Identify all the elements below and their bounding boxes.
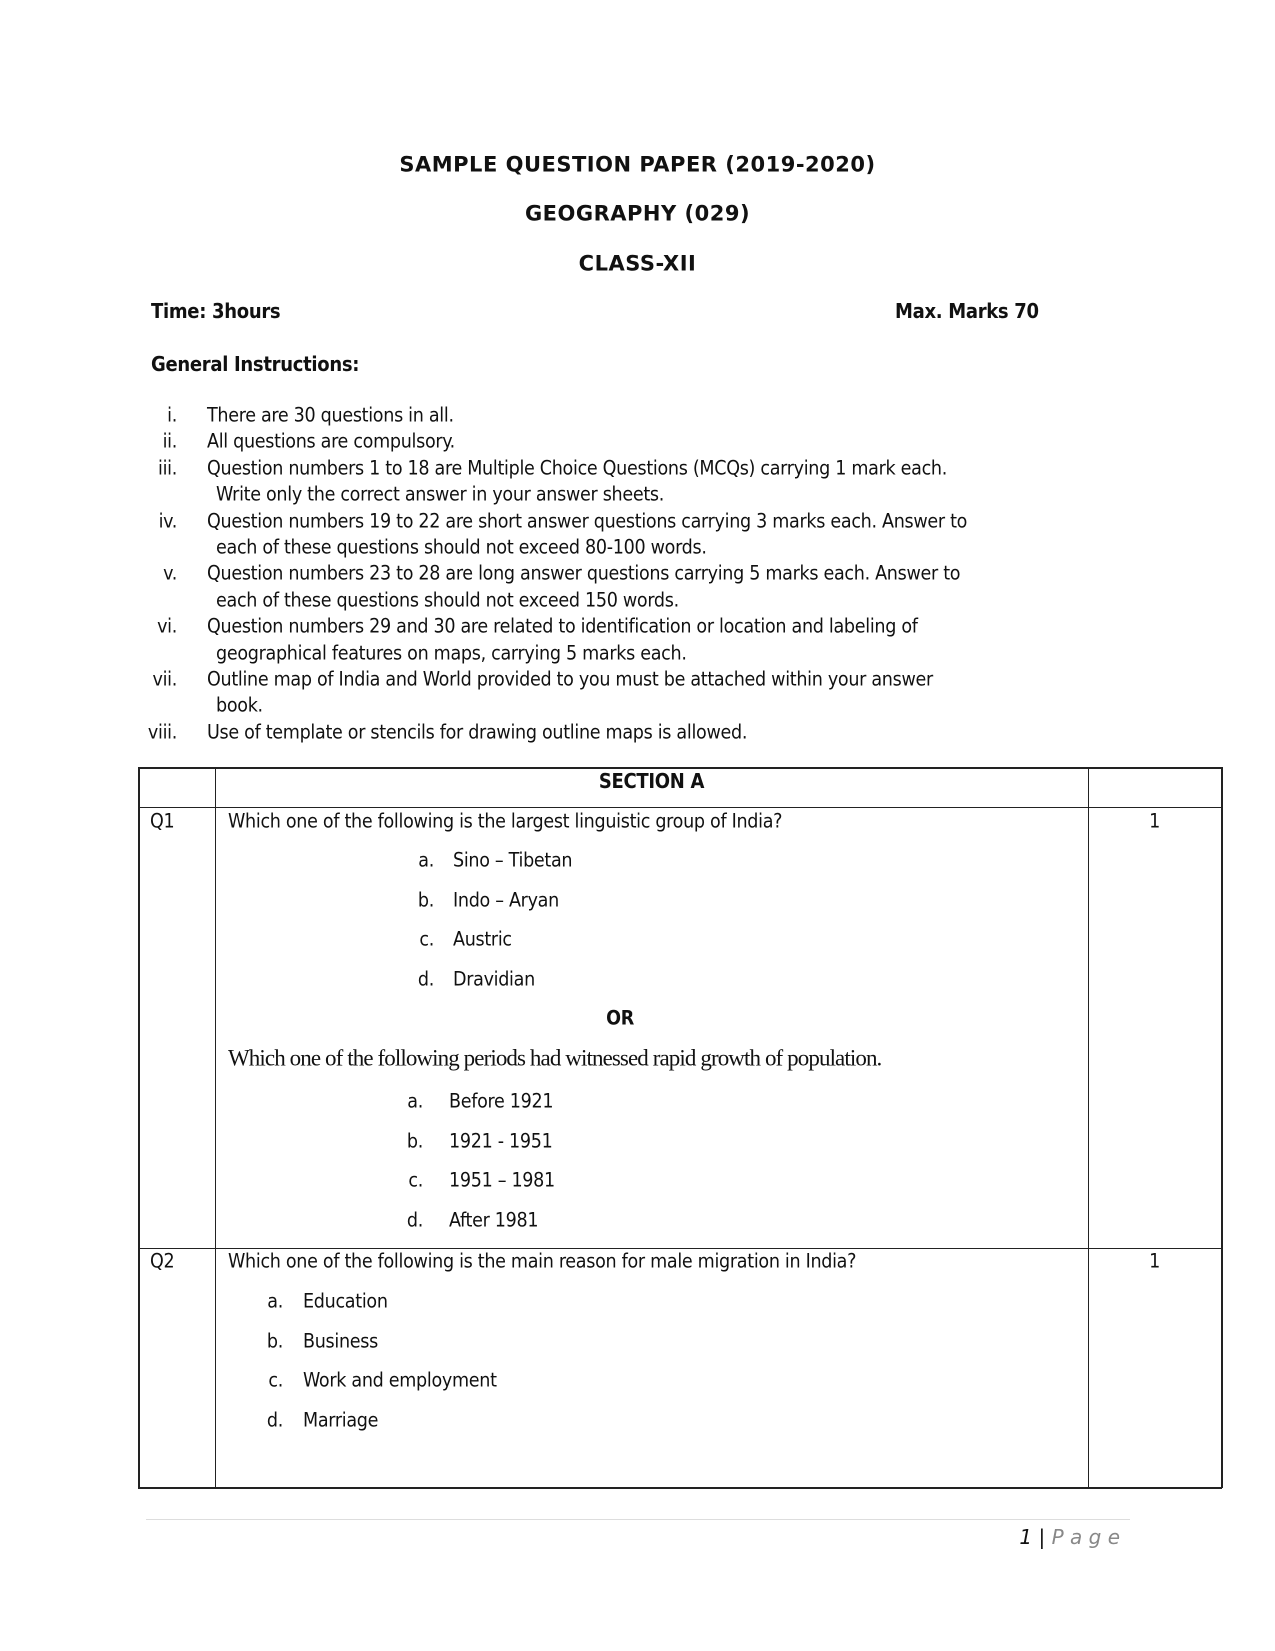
question-text: Which one of the following is the main reason for male migration in India?: [228, 1249, 857, 1273]
option-letter: c.: [408, 1168, 423, 1192]
option-letter: a.: [267, 1289, 283, 1313]
option-letter: c.: [419, 927, 434, 951]
question-text: Which one of the following is the largest linguistic group of India?: [228, 809, 783, 833]
section-title: SECTION A: [598, 769, 705, 793]
time-label: Time: 3hours: [151, 299, 281, 323]
page-footer: 1 | P a g e: [1019, 1525, 1120, 1549]
footer-divider: [146, 1519, 1130, 1520]
option-letter: d.: [266, 1408, 283, 1432]
instruction-number: ii.: [162, 429, 177, 453]
option-text: 1921 - 1951: [449, 1128, 553, 1152]
instructions-heading: General Instructions:: [151, 352, 360, 376]
instruction-text: Use of template or stencils for drawing outline maps is allowed.: [207, 720, 748, 744]
option-letter: d.: [406, 1208, 423, 1232]
instruction-text: each of these questions should not exceed 150 words.: [216, 588, 679, 612]
option-text: Austric: [453, 927, 512, 951]
instruction-text: All questions are compulsory.: [207, 429, 455, 453]
page-label: P a g e: [1051, 1525, 1120, 1549]
page-number: 1: [1019, 1525, 1033, 1549]
option-letter: c.: [268, 1368, 283, 1392]
question-marks: 1: [1149, 1249, 1160, 1273]
instruction-number: i.: [167, 403, 177, 427]
option-text: After 1981: [449, 1208, 539, 1232]
subject-title: GEOGRAPHY (029): [524, 201, 751, 226]
option-text: Indo – Aryan: [453, 887, 559, 911]
option-text: Education: [303, 1289, 388, 1313]
option-text: Business: [303, 1328, 378, 1352]
instruction-text: Question numbers 29 and 30 are related to identification or location and labeling of: [207, 614, 918, 638]
instruction-text: There are 30 questions in all.: [207, 403, 454, 427]
option-letter: b.: [417, 887, 434, 911]
instruction-text: Question numbers 23 to 28 are long answer questions carrying 5 marks each. Answer to: [207, 561, 961, 585]
instruction-number: iv.: [158, 508, 177, 532]
instruction-text: Question numbers 1 to 18 are Multiple Choice Questions (MCQs) carrying 1 mark each.: [207, 456, 947, 480]
instruction-text: geographical features on maps, carrying 5 marks each.: [216, 640, 687, 664]
instruction-number: v.: [163, 561, 177, 585]
instruction-text: Write only the correct answer in your answer sheets.: [216, 482, 665, 506]
option-text: 1951 – 1981: [449, 1168, 555, 1192]
option-text: Before 1921: [449, 1089, 554, 1113]
instruction-number: viii.: [147, 720, 177, 744]
class-title: CLASS-XII: [578, 251, 697, 276]
paper-title: SAMPLE QUESTION PAPER (2019-2020): [399, 152, 876, 177]
option-letter: b.: [406, 1128, 423, 1152]
instruction-number: iii.: [158, 456, 177, 480]
instruction-number: vi.: [157, 614, 177, 638]
instruction-text: each of these questions should not exceed 80-100 words.: [216, 535, 707, 559]
option-letter: a.: [407, 1089, 423, 1113]
instruction-text: book.: [216, 693, 263, 717]
instruction-text: Question numbers 19 to 22 are short answer questions carrying 3 marks each. Answer to: [207, 508, 968, 532]
option-text: Sino – Tibetan: [453, 848, 573, 872]
option-letter: b.: [266, 1328, 283, 1352]
question-marks: 1: [1149, 809, 1160, 833]
option-letter: a.: [418, 848, 434, 872]
max-marks-label: Max. Marks 70: [895, 299, 1039, 323]
option-text: Marriage: [303, 1408, 379, 1432]
alternative-question-text: Which one of the following periods had witnessed rapid growth of population.: [228, 1045, 882, 1071]
instruction-number: vii.: [152, 667, 177, 691]
option-letter: d.: [417, 967, 434, 991]
or-label: OR: [606, 1006, 634, 1030]
option-text: Dravidian: [453, 967, 535, 991]
question-number: Q2: [150, 1249, 175, 1273]
instruction-text: Outline map of India and World provided to you must be attached within your answer: [207, 667, 933, 691]
option-text: Work and employment: [303, 1368, 497, 1392]
question-number: Q1: [150, 809, 175, 833]
